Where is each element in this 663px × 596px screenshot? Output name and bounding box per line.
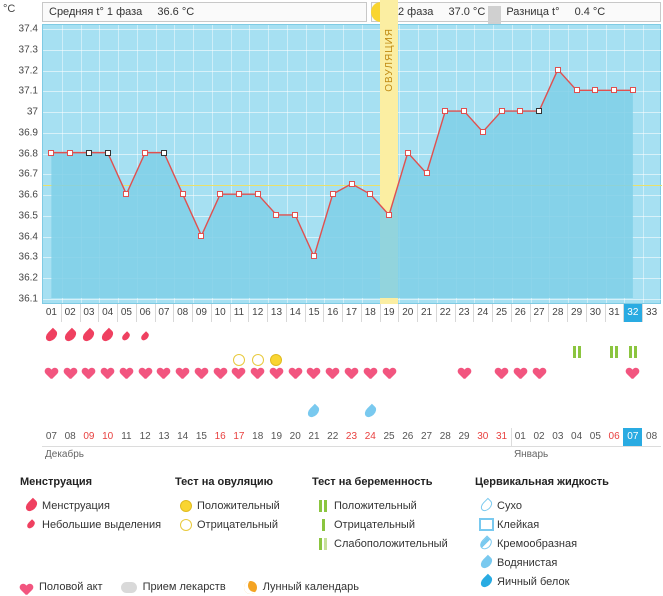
- legend-label: Сухо: [497, 499, 522, 512]
- cycle-day-cell[interactable]: 29: [571, 307, 583, 318]
- axis-separator: [361, 304, 362, 322]
- calendar-date-cell[interactable]: 01: [514, 431, 526, 442]
- calendar-date-cell[interactable]: 09: [83, 431, 95, 442]
- legend-icon: [475, 537, 497, 550]
- data-point-marker[interactable]: [105, 150, 111, 156]
- calendar-date-cell[interactable]: 14: [177, 431, 189, 442]
- calendar-date-cell[interactable]: 21: [308, 431, 320, 442]
- cycle-day-cell[interactable]: 08: [177, 307, 189, 318]
- data-point-marker[interactable]: [330, 191, 336, 197]
- cycle-day-cell[interactable]: 27: [533, 307, 545, 318]
- heart-icon: [120, 368, 133, 380]
- cycle-day-cell[interactable]: 33: [646, 307, 658, 318]
- pregnancy-test-symbol[interactable]: [567, 340, 586, 364]
- axis-separator: [173, 304, 174, 322]
- pregnancy-test-symbol[interactable]: [605, 340, 624, 364]
- legend-label: Лунный календарь: [262, 581, 359, 593]
- cycle-day-cell[interactable]: 05: [120, 307, 132, 318]
- heart-icon: [64, 368, 77, 380]
- moon-icon: [244, 581, 257, 594]
- legend-icon: [312, 537, 334, 549]
- drop-small-icon: [26, 519, 37, 530]
- heart-icon: [307, 368, 320, 380]
- y-tick-label: 37.2: [18, 65, 38, 77]
- heart-icon: [495, 368, 508, 380]
- legend-item: [20, 496, 170, 515]
- y-tick-label: 36.3: [18, 251, 38, 263]
- diff-label: Разница t°: [506, 6, 560, 18]
- data-point-marker[interactable]: [367, 191, 373, 197]
- axis-separator: [473, 304, 474, 322]
- drop-blue-icon: [478, 555, 494, 571]
- legend-item: [475, 534, 663, 553]
- legend-item: [312, 515, 472, 534]
- cervical-fluid-symbol[interactable]: [361, 400, 380, 424]
- calendar-date-cell[interactable]: 23: [345, 431, 358, 442]
- data-point-marker[interactable]: [480, 129, 486, 135]
- intercourse-symbol[interactable]: [342, 362, 361, 386]
- y-tick-label: 36.7: [18, 168, 38, 180]
- calendar-date-cell[interactable]: 02: [533, 431, 545, 442]
- axis-separator: [398, 304, 399, 322]
- calendar-date-cell[interactable]: 29: [458, 431, 470, 442]
- data-point-marker[interactable]: [536, 108, 542, 114]
- heart-icon: [20, 584, 33, 596]
- unit-label: °C: [3, 3, 16, 15]
- data-point-marker[interactable]: [349, 181, 355, 187]
- axis-separator: [267, 304, 268, 322]
- legend-icon: [312, 518, 334, 530]
- cycle-day-cell[interactable]: 18: [364, 307, 376, 318]
- calendar-date-cell[interactable]: 07: [623, 428, 642, 446]
- cycle-day-cell[interactable]: 32: [623, 304, 642, 322]
- legend-title: Менструация: [20, 476, 93, 488]
- data-point-marker[interactable]: [198, 233, 204, 239]
- cycle-day-cell[interactable]: 22: [439, 307, 451, 318]
- data-point-marker[interactable]: [161, 150, 167, 156]
- intercourse-row[interactable]: [42, 362, 661, 386]
- cycle-day-cell[interactable]: 01: [45, 307, 57, 318]
- axis-separator: [286, 304, 287, 322]
- legend-ovulation-test: [175, 476, 305, 534]
- heart-icon: [45, 368, 58, 380]
- calendar-date-cell[interactable]: 19: [270, 431, 283, 442]
- axis-separator: [492, 304, 493, 322]
- cycle-day-cell[interactable]: 31: [608, 307, 620, 318]
- data-point-marker[interactable]: [273, 212, 279, 218]
- legend-item: [244, 581, 359, 594]
- legend-icon: [20, 499, 42, 512]
- axis-separator: [642, 304, 643, 322]
- calendar-date-cell[interactable]: 04: [571, 431, 583, 442]
- data-point-marker[interactable]: [405, 150, 411, 156]
- intercourse-symbol[interactable]: [492, 362, 511, 386]
- data-point-marker[interactable]: [142, 150, 148, 156]
- legend-bottom-row: [20, 578, 359, 596]
- axis-separator: [455, 304, 456, 322]
- axis-separator: [323, 304, 324, 322]
- axis-separator: [623, 304, 624, 322]
- calendar-date-cell[interactable]: 28: [439, 431, 451, 442]
- phase2-label: 2 фаза: [398, 6, 434, 18]
- axis-separator: [305, 304, 306, 322]
- calendar-date-cell[interactable]: 11: [121, 431, 132, 442]
- intercourse-symbol[interactable]: [61, 362, 80, 386]
- cycle-day-cell[interactable]: 24: [477, 307, 489, 318]
- drop-icon: [23, 498, 39, 514]
- intercourse-symbol[interactable]: [323, 362, 342, 386]
- cycle-day-cell[interactable]: 28: [552, 307, 564, 318]
- cycle-day-cell[interactable]: 25: [495, 307, 508, 318]
- phase1-summary: [42, 2, 367, 22]
- two-bars-icon: [629, 346, 637, 358]
- calendar-date-cell[interactable]: 17: [233, 431, 245, 442]
- two-bars-icon: [610, 346, 618, 358]
- legend-icon: [475, 499, 497, 512]
- y-tick-label: 36.6: [18, 189, 38, 201]
- diff-value: 0.4 °C: [574, 6, 606, 18]
- calendar-date-cell[interactable]: 31: [495, 431, 508, 442]
- calendar-date-cell[interactable]: 10: [102, 431, 114, 442]
- legend-item: [175, 515, 305, 534]
- data-point-marker[interactable]: [255, 191, 261, 197]
- y-tick-label: 37.4: [18, 23, 38, 35]
- calendar-date-cell[interactable]: 30: [477, 431, 489, 442]
- axis-separator: [155, 304, 156, 322]
- drop-blue-dark-icon: [478, 574, 494, 590]
- cycle-day-cell[interactable]: 04: [102, 307, 114, 318]
- heart-icon: [533, 368, 546, 380]
- calendar-date-cell[interactable]: 18: [252, 431, 264, 442]
- intercourse-symbol[interactable]: [455, 362, 474, 386]
- intercourse-symbol[interactable]: [211, 362, 230, 386]
- data-point-marker[interactable]: [517, 108, 523, 114]
- drop-outline-icon: [478, 498, 494, 514]
- cycle-day-cell[interactable]: 14: [289, 307, 301, 318]
- intercourse-symbol[interactable]: [80, 362, 99, 386]
- heart-icon: [232, 368, 245, 380]
- cycle-day-cell[interactable]: 13: [270, 307, 283, 318]
- heart-icon: [176, 368, 189, 380]
- legend-cervical-fluid: [475, 476, 663, 591]
- chart-plot-area: [42, 24, 661, 304]
- y-tick-label: 36.8: [18, 148, 38, 160]
- cycle-day-cell[interactable]: 17: [345, 307, 358, 318]
- axis-separator: [567, 304, 568, 322]
- two-bars-pale-icon: [319, 537, 327, 549]
- y-tick-label: 37.3: [18, 44, 38, 56]
- heart-icon: [326, 368, 339, 380]
- chart-header: [0, 0, 663, 24]
- month-labels: [42, 446, 661, 463]
- intercourse-symbol[interactable]: [286, 362, 305, 386]
- data-point-marker[interactable]: [86, 150, 92, 156]
- legend-item: [121, 581, 226, 593]
- legend-menstruation: [20, 476, 170, 534]
- cycle-day-cell[interactable]: 03: [83, 307, 95, 318]
- heart-icon: [82, 368, 95, 380]
- calendar-date-cell[interactable]: 12: [139, 431, 151, 442]
- y-tick-label: 36.1: [18, 293, 38, 305]
- circle-outline-icon: [180, 519, 192, 531]
- intercourse-symbol[interactable]: [117, 362, 136, 386]
- calendar-date-cell[interactable]: 06: [608, 431, 620, 442]
- intercourse-symbol[interactable]: [305, 362, 324, 386]
- heart-icon: [514, 368, 527, 380]
- y-tick-label: 36.4: [18, 231, 38, 243]
- legend-item: [312, 496, 472, 515]
- data-point-marker[interactable]: [180, 191, 186, 197]
- axis-separator: [530, 304, 531, 322]
- legend-item: [475, 553, 663, 572]
- legend-item: [312, 534, 472, 553]
- cycle-day-cell[interactable]: 26: [514, 307, 526, 318]
- pill-icon: [121, 582, 137, 593]
- ovulation-band-label: ОВУЛЯЦИЯ: [383, 28, 395, 92]
- heart-icon: [101, 368, 114, 380]
- calendar-date-axis[interactable]: [42, 428, 661, 446]
- data-point-marker[interactable]: [442, 108, 448, 114]
- calendar-date-cell[interactable]: 15: [195, 431, 207, 442]
- heart-icon: [364, 368, 377, 380]
- legend-label: Водянистая: [497, 556, 558, 569]
- legend-title: Цервикальная жидкость: [475, 476, 609, 488]
- heart-icon: [289, 368, 302, 380]
- intercourse-symbol[interactable]: [42, 362, 61, 386]
- legend-icon: [475, 556, 497, 569]
- legend-label: Отрицательный: [334, 518, 415, 531]
- axis-separator: [248, 304, 249, 322]
- y-tick-label: 37: [26, 106, 38, 118]
- calendar-date-cell[interactable]: 25: [383, 431, 395, 442]
- legend-icon: [475, 518, 497, 531]
- data-point-marker[interactable]: [311, 253, 317, 259]
- intercourse-symbol[interactable]: [155, 362, 174, 386]
- calendar-date-cell[interactable]: 20: [289, 431, 301, 442]
- axis-separator: [61, 304, 62, 322]
- calendar-date-cell[interactable]: 13: [158, 431, 170, 442]
- two-bars-icon: [573, 346, 581, 358]
- legend-item: [175, 496, 305, 515]
- heart-icon: [270, 368, 283, 380]
- legend-item: [475, 572, 663, 591]
- cycle-day-cell[interactable]: 12: [252, 307, 264, 318]
- calendar-date-cell[interactable]: 08: [64, 431, 76, 442]
- calendar-date-cell[interactable]: 24: [364, 431, 376, 442]
- heart-icon: [139, 368, 152, 380]
- axis-separator: [230, 304, 231, 322]
- legend-title: Тест на овуляцию: [175, 476, 274, 488]
- intercourse-symbol[interactable]: [136, 362, 155, 386]
- y-tick-label: 37.1: [18, 85, 38, 97]
- month-label: Декабрь: [45, 449, 84, 460]
- legend-item: [20, 515, 170, 534]
- calendar-date-cell[interactable]: 16: [214, 431, 226, 442]
- cervical-fluid-row[interactable]: [42, 400, 661, 424]
- legend-item: [475, 496, 663, 515]
- data-point-marker[interactable]: [574, 87, 580, 93]
- intercourse-symbol[interactable]: [192, 362, 211, 386]
- cycle-day-cell[interactable]: 09: [195, 307, 207, 318]
- legend-icon: [175, 500, 197, 512]
- heart-icon: [214, 368, 227, 380]
- cervical-fluid-symbol[interactable]: [305, 400, 324, 424]
- legend-label: Отрицательный: [197, 518, 278, 531]
- legend-icon: [175, 519, 197, 531]
- cycle-day-cell[interactable]: 10: [214, 307, 226, 318]
- y-tick-label: 36.2: [18, 272, 38, 284]
- one-bar-icon: [322, 518, 325, 530]
- cycle-day-cell[interactable]: 30: [589, 307, 601, 318]
- data-point-marker[interactable]: [499, 108, 505, 114]
- heart-icon: [458, 368, 471, 380]
- heart-icon: [157, 368, 170, 380]
- y-tick-label: 36.5: [18, 210, 38, 222]
- half-drop-icon: [478, 535, 494, 551]
- calendar-date-cell[interactable]: 27: [420, 431, 433, 442]
- intercourse-symbol[interactable]: [248, 362, 267, 386]
- cycle-day-axis[interactable]: [42, 304, 661, 322]
- cycle-day-cell[interactable]: 15: [308, 307, 320, 318]
- heart-icon: [383, 368, 396, 380]
- calendar-date-cell[interactable]: 07: [45, 431, 57, 442]
- legend-label: Половой акт: [39, 581, 103, 593]
- axis-separator: [511, 304, 512, 322]
- month-label: Январь: [513, 449, 549, 460]
- two-bars-icon: [319, 499, 327, 511]
- intercourse-symbol[interactable]: [623, 362, 642, 386]
- legend-icon: [312, 499, 334, 511]
- legend-icon: [475, 575, 497, 588]
- data-point-marker[interactable]: [217, 191, 223, 197]
- cycle-day-cell[interactable]: 23: [458, 307, 470, 318]
- phase2-summary: [371, 2, 661, 22]
- cycle-day-cell[interactable]: 11: [233, 307, 245, 318]
- cycle-day-cell[interactable]: 06: [139, 307, 151, 318]
- sticky-icon: [479, 518, 494, 531]
- legend-item: [475, 515, 663, 534]
- axis-separator: [192, 304, 193, 322]
- cycle-day-cell[interactable]: 16: [327, 307, 339, 318]
- heart-icon: [251, 368, 264, 380]
- legend-label: Кремообразная: [497, 537, 578, 550]
- drop-blue-icon: [306, 404, 322, 420]
- legend-label: Положительный: [334, 499, 417, 512]
- axis-separator: [211, 304, 212, 322]
- data-point-marker[interactable]: [611, 87, 617, 93]
- data-point-marker[interactable]: [630, 87, 636, 93]
- calendar-date-cell[interactable]: 03: [552, 431, 564, 442]
- legend-pregnancy-test: [312, 476, 472, 553]
- intercourse-symbol[interactable]: [530, 362, 549, 386]
- cycle-day-cell[interactable]: 02: [64, 307, 76, 318]
- y-tick-label: 36.9: [18, 127, 38, 139]
- heart-icon: [345, 368, 358, 380]
- axis-separator: [586, 304, 587, 322]
- intercourse-symbol[interactable]: [361, 362, 380, 386]
- calendar-date-cell[interactable]: 22: [327, 431, 339, 442]
- cycle-day-cell[interactable]: 19: [383, 307, 395, 318]
- phase1-value: 36.6 °C: [157, 6, 195, 18]
- legend-label: Яичный белок: [497, 575, 570, 588]
- data-point-marker[interactable]: [555, 67, 561, 73]
- pregnancy-test-symbol[interactable]: [623, 340, 642, 364]
- data-point-marker[interactable]: [236, 191, 242, 197]
- axis-separator: [80, 304, 81, 322]
- heart-icon: [195, 368, 208, 380]
- axis-separator: [136, 304, 137, 322]
- axis-separator: [98, 304, 99, 322]
- data-point-marker[interactable]: [292, 212, 298, 218]
- calendar-date-cell[interactable]: 08: [646, 431, 658, 442]
- legend-item: [20, 578, 103, 596]
- drop-blue-icon: [362, 404, 378, 420]
- temperature-line: [42, 24, 661, 304]
- legend-label: Клейкая: [497, 518, 540, 531]
- axis-separator: [548, 304, 549, 322]
- legend-label: Небольшие выделения: [42, 518, 162, 531]
- data-point-marker[interactable]: [592, 87, 598, 93]
- pregnancy-test-row[interactable]: [42, 340, 661, 364]
- cycle-day-cell[interactable]: 20: [402, 307, 414, 318]
- intercourse-symbol[interactable]: [267, 362, 286, 386]
- data-point-marker[interactable]: [48, 150, 54, 156]
- data-point-marker[interactable]: [461, 108, 467, 114]
- calendar-date-cell[interactable]: 05: [589, 431, 601, 442]
- intercourse-symbol[interactable]: [380, 362, 399, 386]
- month-separator: [511, 428, 512, 446]
- data-point-marker[interactable]: [67, 150, 73, 156]
- circle-filled-icon: [180, 500, 192, 512]
- cycle-day-cell[interactable]: 21: [420, 307, 433, 318]
- legend-label: Слабоположительный: [334, 537, 448, 550]
- axis-separator: [417, 304, 418, 322]
- legend-label: Менструация: [42, 499, 110, 512]
- legend-label: Прием лекарств: [142, 581, 226, 593]
- cycle-day-cell[interactable]: 07: [158, 307, 170, 318]
- y-axis: [0, 24, 42, 305]
- data-point-marker[interactable]: [123, 191, 129, 197]
- axis-separator: [436, 304, 437, 322]
- heart-icon: [626, 368, 639, 380]
- intercourse-symbol[interactable]: [98, 362, 117, 386]
- legend-title: Тест на беременность: [312, 476, 433, 488]
- axis-separator: [342, 304, 343, 322]
- phase1-label: Средняя t° 1 фаза: [49, 6, 143, 18]
- axis-separator: [605, 304, 606, 322]
- phase2-value: 37.0 °C: [448, 6, 486, 18]
- intercourse-symbol[interactable]: [511, 362, 530, 386]
- intercourse-symbol[interactable]: [230, 362, 249, 386]
- legend-icon: [20, 520, 42, 529]
- calendar-date-cell[interactable]: 26: [402, 431, 414, 442]
- data-point-marker[interactable]: [424, 170, 430, 176]
- intercourse-symbol[interactable]: [173, 362, 192, 386]
- axis-separator: [117, 304, 118, 322]
- legend-label: Положительный: [197, 499, 280, 512]
- axis-separator: [380, 304, 381, 322]
